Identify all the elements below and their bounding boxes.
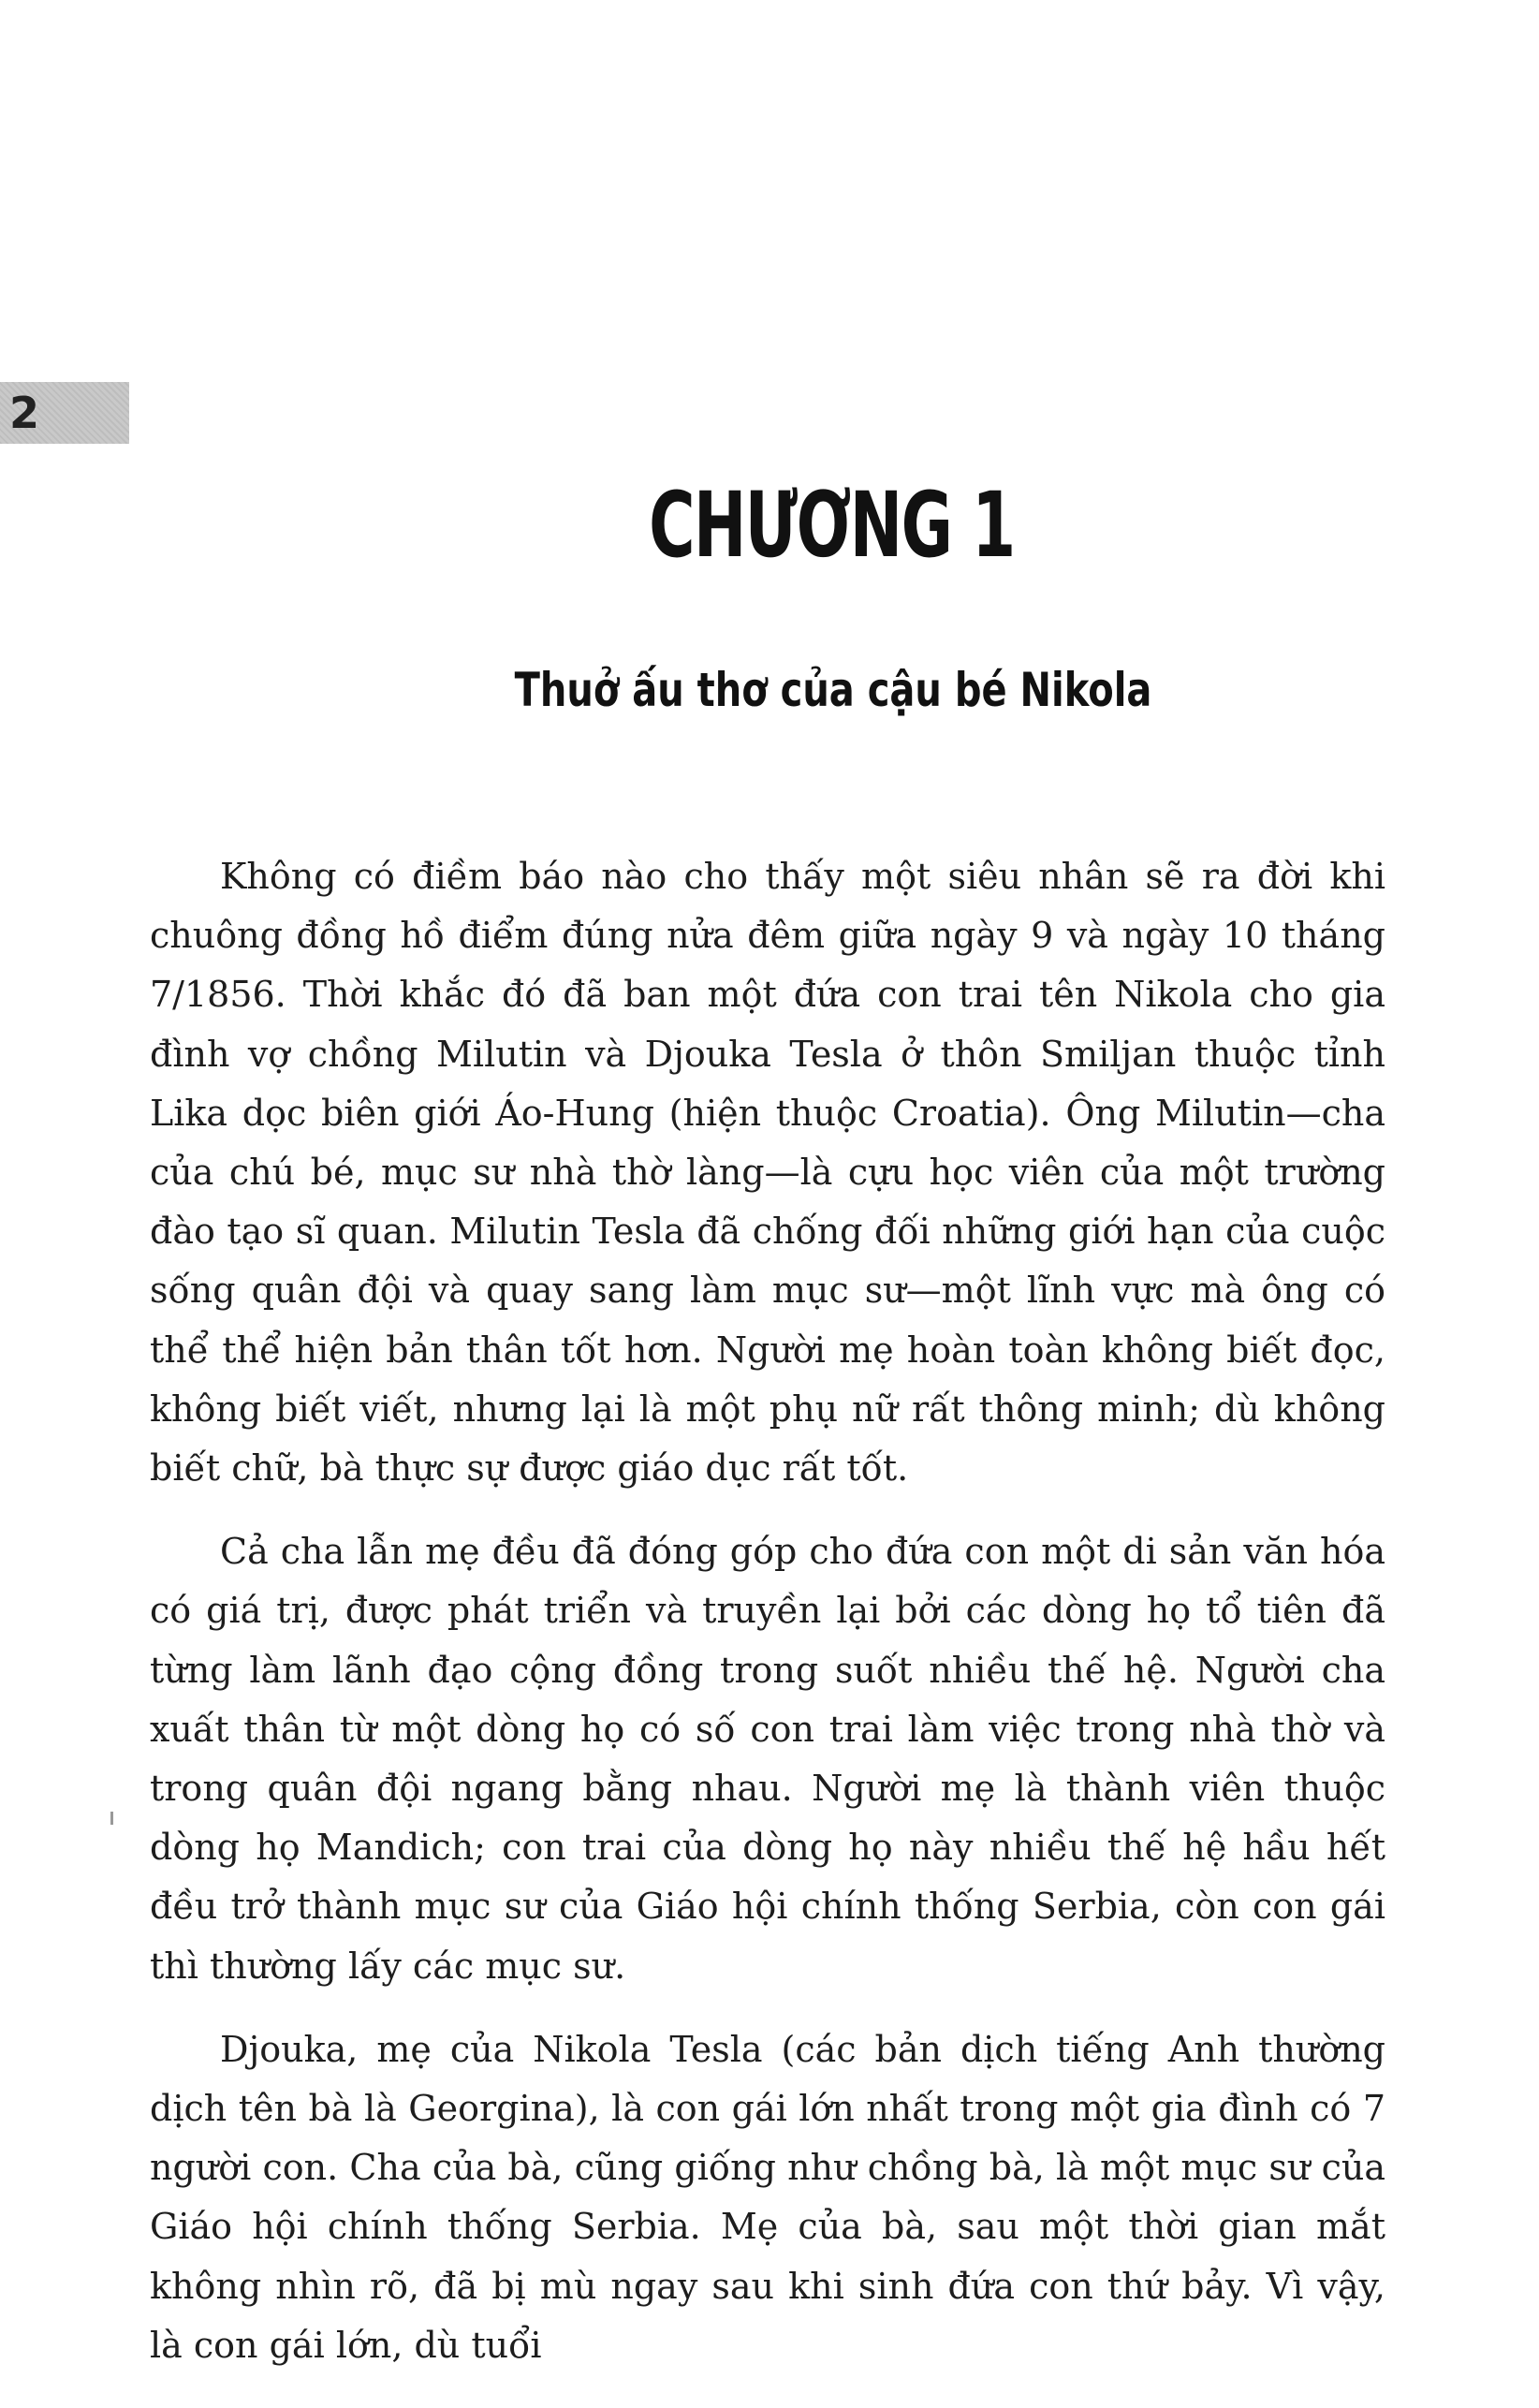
page-number-tab [0,382,129,444]
page-number: 2 [9,388,40,438]
chapter-subtitle: Thuở ấu thơ của cậu bé Nikola [514,663,1152,717]
paragraph-2: Cả cha lẫn mẹ đều đã đóng góp cho đứa con một di sản văn hóa có giá trị, được phát triển và truyền lại bởi các dòng họ tổ tiên đã từng làm lãnh đạo cộng đồng trong suốt nhiều thế hệ. Người cha xuất thân từ một dòng họ có số con trai làm việc trong nhà thờ và trong quân đội ngang bằng nhau. Người mẹ là thành viên thuộc dòng họ Mandich; con trai của dòng họ này nhiều thế hệ hầu hết đều trở thành mục sư của Giáo hội chính thống Serbia, còn con gái thì thường lấy các mục sư. [150,1531,1385,1987]
paragraph-3: Djouka, mẹ của Nikola Tesla (các bản dịch tiếng Anh thường dịch tên bà là Georgina), là con gái lớn nhất trong một gia đình có 7 người con. Cha của bà, cũng giống như chồng bà, là một mục sư của Giáo hội chính thống Serbia. Mẹ của bà, sau một thời gian mắt không nhìn rõ, đã bị mù ngay sau khi sinh đứa con thứ bảy. Vì vậy, là con gái lớn, dù tuổi [150,2028,1385,2366]
chapter-title: CHƯƠNG 1 [649,473,1015,578]
paragraph-1: Không có điềm báo nào cho thấy một siêu nhân sẽ ra đời khi chuông đồng hồ điểm đúng nửa đêm giữa ngày 9 và ngày 10 tháng 7/1856. Thời khắc đó đã ban một đứa con trai tên Nikola cho gia đình vợ chồng Milutin và Djouka Tesla ở thôn Smiljan thuộc tỉnh Lika dọc biên giới Áo-Hung (hiện thuộc Croatia). Ông Milutin—cha của chú bé, mục sư nhà thờ làng—là cựu học viên của một trường đào tạo sĩ quan. Milutin Tesla đã chống đối những giới hạn của cuộc sống quân đội và quay sang làm mục sư—một lĩnh vực mà ông có thể thể hiện bản thân tốt hơn. Người mẹ hoàn toàn không biết đọc, không biết viết, nhưng lại là một phụ nữ rất thông minh; dù không biết chữ, bà thực sự được giáo dục rất tốt. [150,856,1385,1490]
scan-mark [110,1812,113,1825]
body-text [150,847,1385,2400]
